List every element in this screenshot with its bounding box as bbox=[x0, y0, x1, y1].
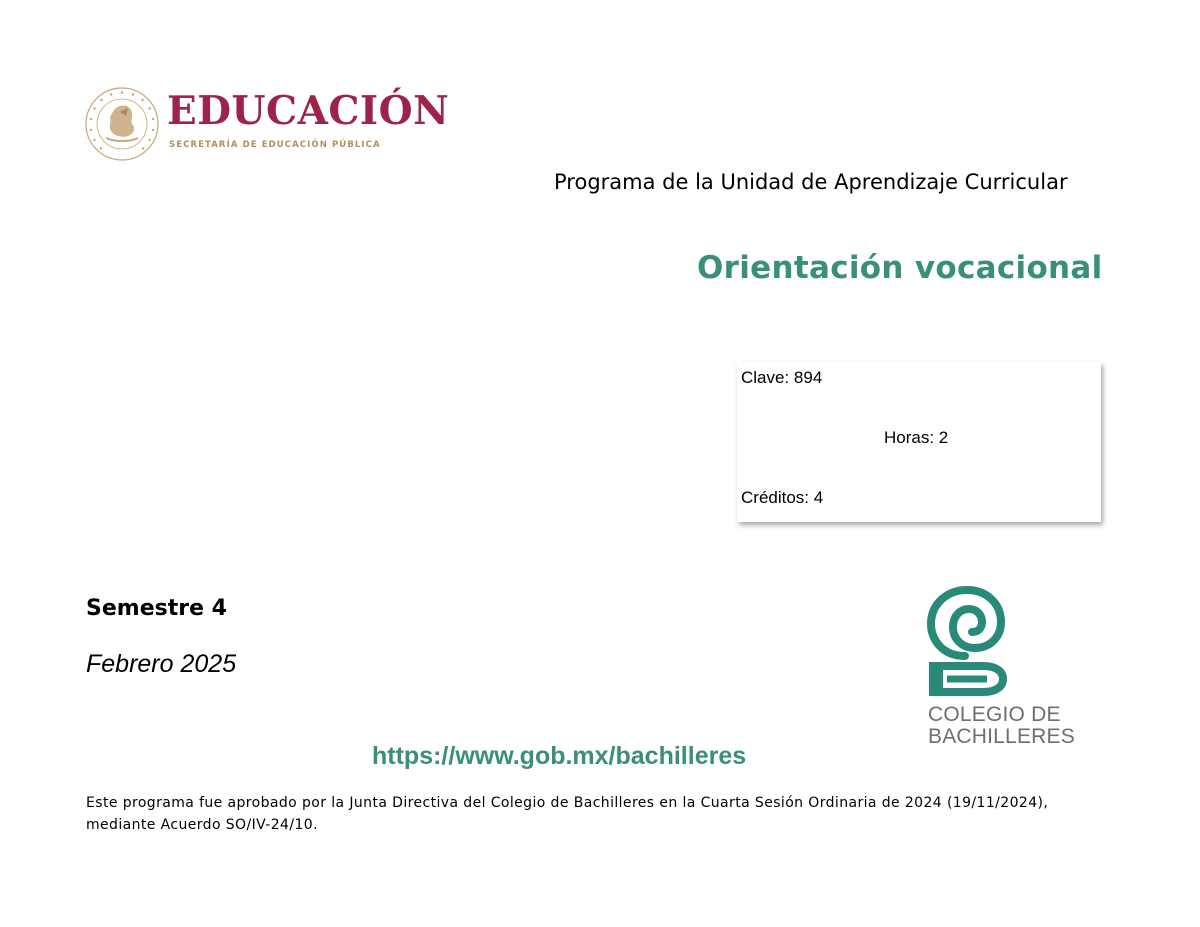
uac-name: Orientación vocacional bbox=[697, 250, 1103, 286]
info-box bbox=[737, 362, 1101, 522]
website-link[interactable]: https://www.gob.mx/bachilleres bbox=[372, 742, 747, 770]
spiral-book-icon bbox=[925, 586, 1015, 702]
clave-value: Clave: 894 bbox=[741, 368, 823, 387]
publication-date: Febrero 2025 bbox=[86, 650, 237, 678]
mexican-seal-icon bbox=[84, 86, 160, 162]
approval-note: Este programa fue aprobado por la Junta Directiva del Colegio de Bachilleres en la Cuarta Sesión Ordinaria de 2024 (19/11/2024), mediante Acuerdo SO/IV-24/10. bbox=[86, 795, 1049, 833]
institution-name-line1: COLEGIO DE bbox=[928, 703, 1061, 726]
institution-name-line2: BACHILLERES bbox=[928, 725, 1075, 748]
brand-subtitle: SECRETARÍA DE EDUCACIÓN PÚBLICA bbox=[169, 140, 381, 150]
creditos-value: Créditos: 4 bbox=[741, 488, 824, 507]
program-title: Programa de la Unidad de Aprendizaje Curricular bbox=[554, 170, 1068, 194]
brand-name: EDUCACIÓN bbox=[167, 88, 450, 134]
horas-value: Horas: 2 bbox=[884, 428, 949, 447]
semester-label: Semestre 4 bbox=[86, 596, 227, 621]
sep-logo bbox=[84, 86, 450, 162]
colegio-bachilleres-logo bbox=[925, 586, 1115, 750]
